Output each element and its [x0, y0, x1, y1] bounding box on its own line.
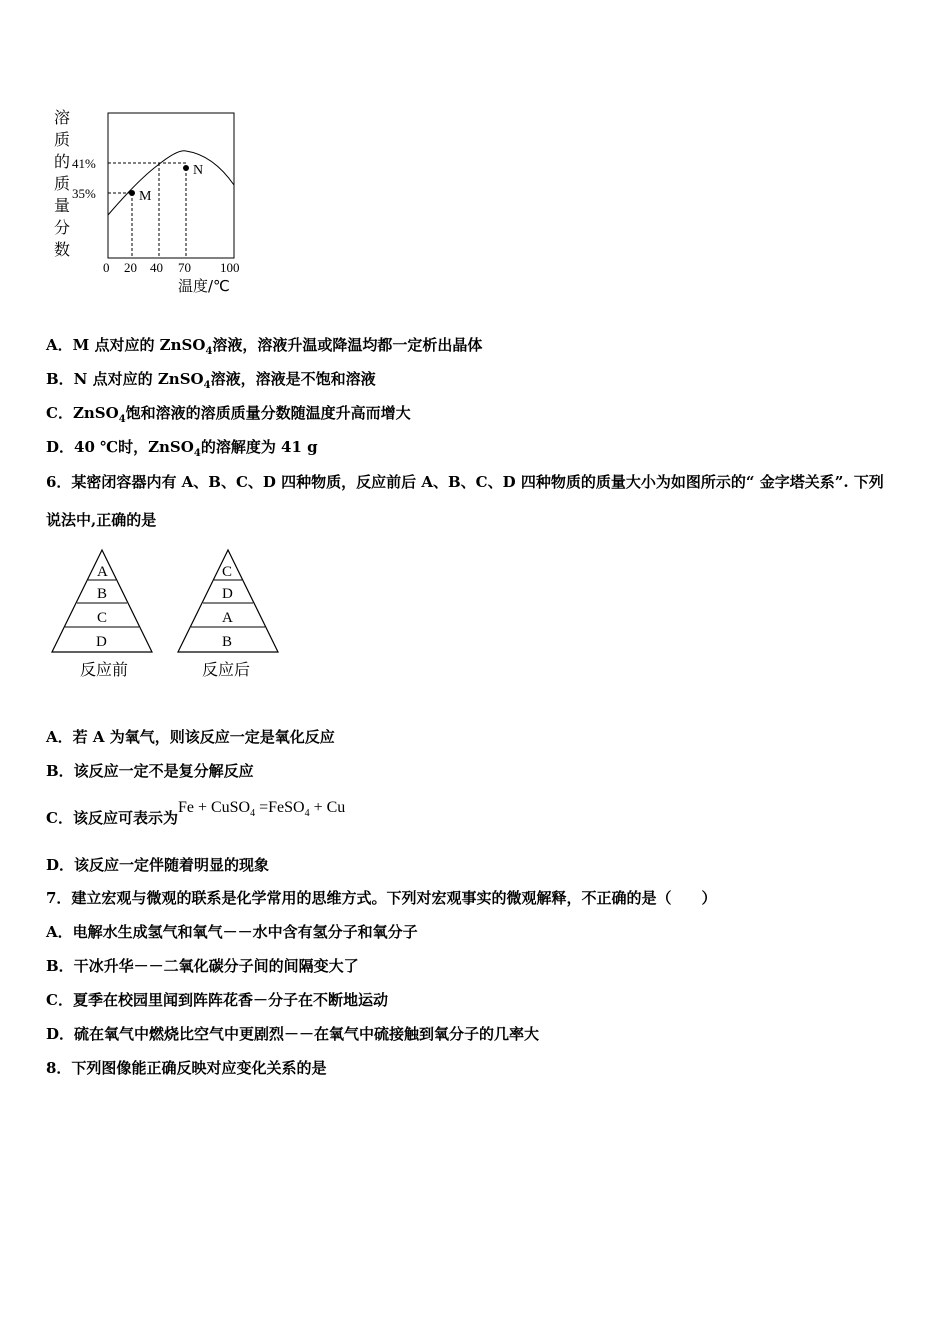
y-label-char: 数	[54, 240, 71, 259]
pyramid-before	[52, 550, 152, 679]
y-label-char: 的	[54, 152, 71, 171]
pyramid-before-layer: B	[97, 586, 108, 602]
point-m-label: M	[139, 189, 152, 204]
q6-option-d: D．该反应一定伴随着明显的现象	[46, 856, 270, 874]
q6-option-c: C．该反应可表示为Fe + CuSO$_4$ =FeSO$_4$ + Cu	[46, 799, 346, 827]
y-label-char: 溶	[54, 108, 71, 127]
point-n-label: N	[193, 163, 204, 178]
q5-option-b: B．N 点对应的 ZnSO$_4$溶液，溶液是不饱和溶液	[46, 370, 376, 391]
pyramid-diagrams	[50, 546, 290, 684]
y-label-char: 分	[54, 218, 71, 237]
plot-frame	[108, 113, 234, 258]
q5-option-d: D．40 ℃时，ZnSO$_4$的溶解度为 41 g	[46, 438, 318, 459]
q5-option-a: A．M 点对应的 ZnSO$_4$溶液，溶液升温或降温均都一定析出晶体	[46, 336, 483, 357]
q6-option-a: A．若 A 为氧气，则该反应一定是氧化反应	[46, 728, 335, 746]
solubility-curve	[108, 151, 234, 215]
q7-option-d: D．硫在氧气中燃烧比空气中更剧烈－－在氧气中硫接触到氧分子的几率大	[46, 1025, 540, 1043]
pyramid-before-caption: 反应前	[80, 660, 129, 679]
q7-stem: 7．建立宏观与微观的联系是化学常用的思维方式。下列对宏观事实的微观解释，不正确的是（ ）	[46, 889, 717, 907]
pyramid-before-layer: D	[96, 634, 107, 650]
point-n	[183, 165, 189, 171]
x-tick: 100	[220, 260, 240, 275]
point-m	[129, 190, 135, 196]
tick-41: 41%	[72, 156, 96, 171]
x-tick: 20	[124, 260, 137, 275]
pyramid-after-caption: 反应后	[202, 660, 251, 679]
y-label-char: 质	[54, 174, 71, 193]
q6-stem-line1: 6．某密闭容器内有 A、B、C、D 四种物质，反应前后 A、B、C、D 四种物质的质量大小为如图所示的“ 金字塔关系”. 下列	[46, 473, 884, 491]
pyramid-before-layer: C	[97, 610, 108, 626]
q6-stem-line2: 说法中,正确的是	[46, 511, 157, 529]
tick-35: 35%	[72, 186, 96, 201]
x-tick: 70	[178, 260, 191, 275]
y-label-char: 量	[54, 196, 71, 215]
pyramid-after	[178, 550, 278, 679]
q6-option-b: B．该反应一定不是复分解反应	[46, 762, 254, 780]
y-axis-label	[54, 108, 70, 259]
q7-option-a: A．电解水生成氢气和氧气－－水中含有氢分子和氧分子	[46, 923, 418, 941]
q5-option-c: C．ZnSO$_4$饱和溶液的溶质质量分数随温度升高而增大	[46, 404, 411, 425]
pyramid-before-layer: A	[97, 564, 108, 580]
pyramid-after-layer: B	[222, 634, 233, 650]
pyramid-after-layer: D	[222, 586, 233, 602]
y-label-char: 质	[54, 130, 71, 149]
x-tick: 40	[150, 260, 163, 275]
q7-option-c: C．夏季在校园里闻到阵阵花香－分子在不断地运动	[46, 991, 388, 1009]
q7-option-b: B．干冰升华－－二氧化碳分子间的间隔变大了	[46, 957, 359, 975]
q8-stem: 8．下列图像能正确反映对应变化关系的是	[46, 1059, 327, 1077]
pyramid-after-layer: A	[222, 610, 233, 626]
pyramid-after-layer: C	[222, 564, 233, 580]
solubility-graph	[48, 105, 258, 300]
x-axis-label: 温度/℃	[178, 277, 230, 295]
x-tick: 0	[103, 260, 110, 275]
reaction-equation: Fe + CuSO$_4$ =FeSO$_4$ + Cu	[177, 799, 346, 820]
